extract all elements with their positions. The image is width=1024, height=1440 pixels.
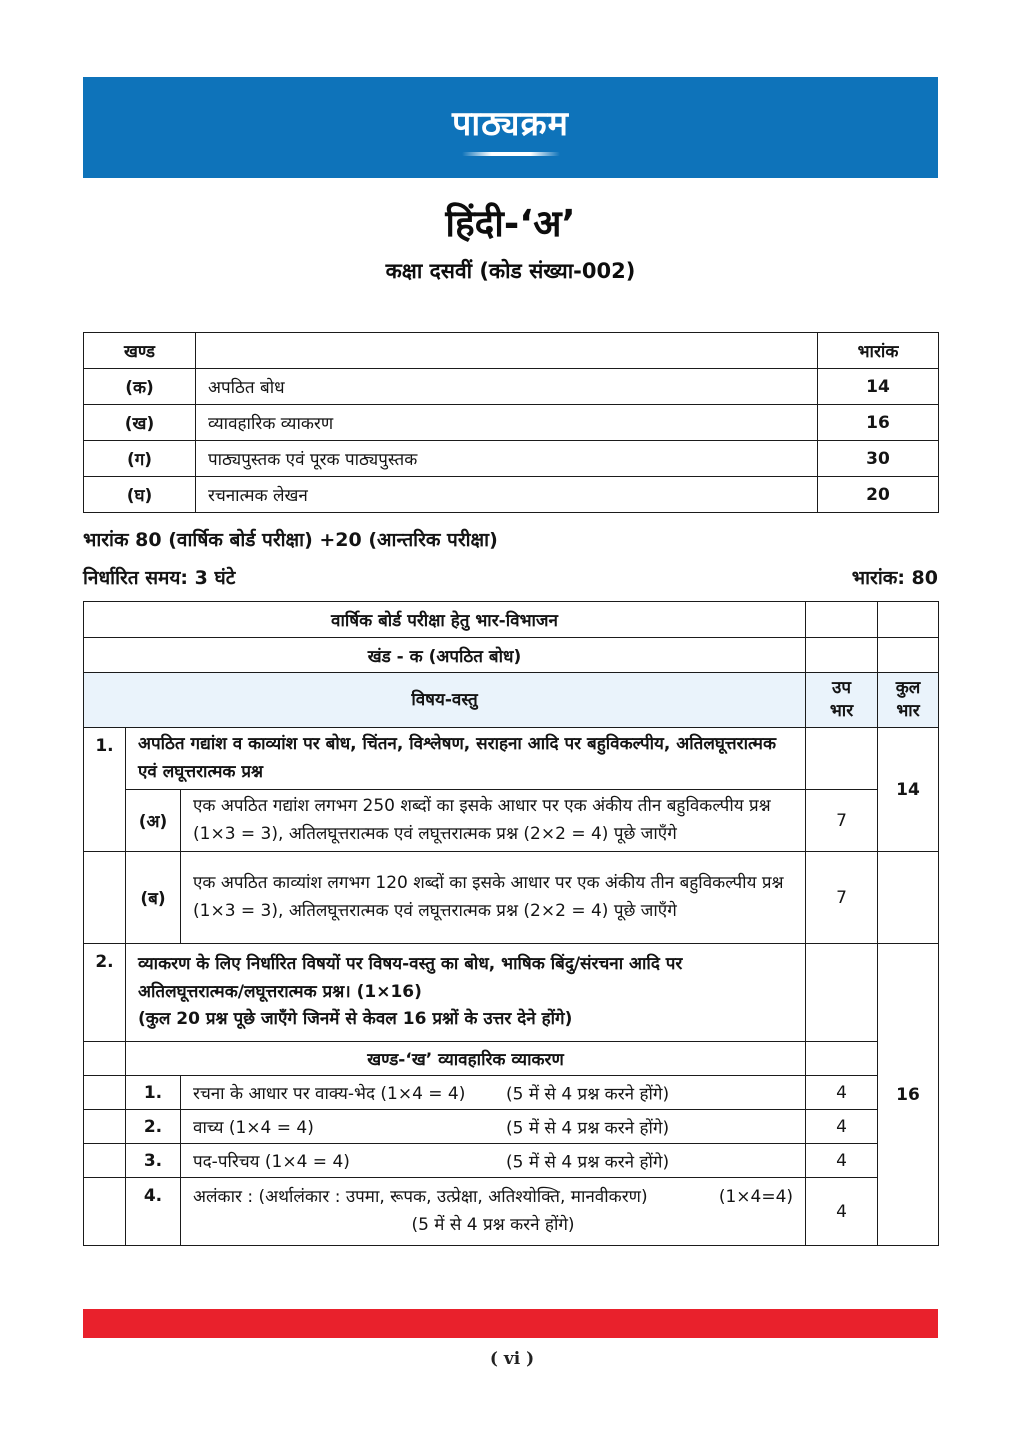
empty-cell bbox=[806, 638, 878, 673]
table-header-row bbox=[84, 333, 939, 369]
table-row bbox=[84, 369, 939, 405]
grammar-item-row bbox=[84, 1110, 939, 1144]
table-row bbox=[84, 477, 939, 513]
row-marks: 14 bbox=[818, 369, 939, 405]
question-1-row bbox=[84, 728, 939, 790]
q2-note: (कुल 20 प्रश्न पूछे जाएँगे जिनमें से केवल 16 प्रश्नों के उत्तर देने होंगे) bbox=[138, 1009, 573, 1030]
grammar-item-row bbox=[84, 1076, 939, 1110]
item-weight: 4 bbox=[806, 1076, 878, 1110]
col-header-khand: खण्ड bbox=[84, 333, 196, 369]
section-b-header: खण्ड-‘ख’ व्यावहारिक व्याकरण bbox=[126, 1042, 806, 1076]
empty-cell bbox=[84, 1178, 126, 1246]
section-a-header: खंड - क (अपठित बोध) bbox=[84, 638, 806, 673]
time-marks-row bbox=[83, 564, 938, 590]
row-serial: (ख) bbox=[84, 405, 196, 441]
item-weight: 4 bbox=[806, 1178, 878, 1246]
item-note: (5 में से 4 प्रश्न करने होंगे) bbox=[506, 1152, 670, 1173]
allotted-time-label: निर्धारित समय: 3 घंटे bbox=[83, 567, 236, 589]
section-weightage-table bbox=[83, 332, 939, 513]
alankar-line bbox=[193, 1184, 793, 1211]
question-1a-row bbox=[84, 790, 939, 852]
section-a-row bbox=[84, 638, 939, 673]
empty-cell bbox=[878, 852, 939, 944]
item-serial: 3. bbox=[126, 1144, 181, 1178]
col-header-bharank: भारांक bbox=[818, 333, 939, 369]
q1b-text: एक अपठित काव्यांश लगभग 120 शब्दों का इसके आधार पर एक अंकीय तीन बहुविकल्पीय प्रश्न (1×3 = 3), अतिलघूत्तरात्मक एवं लघूत्तरात्मक प्रश्न (2×2 = 4) पूछे जाएँगे bbox=[181, 852, 806, 944]
item-formula: (1×4=4) bbox=[718, 1187, 794, 1208]
empty-cell bbox=[84, 1110, 126, 1144]
q2-total-weight: 16 bbox=[878, 944, 939, 1246]
item-note: (5 में से 4 प्रश्न करने होंगे) bbox=[506, 1084, 670, 1105]
division-title: वार्षिक बोर्ड परीक्षा हेतु भार-विभाजन bbox=[84, 602, 806, 638]
col-header-total-weight: कुल भार bbox=[878, 673, 939, 728]
item-serial: 1. bbox=[126, 1076, 181, 1110]
question-2-row bbox=[84, 944, 939, 1042]
row-marks: 30 bbox=[818, 441, 939, 477]
page-number: ( vi ) bbox=[489, 1349, 535, 1369]
footer-red-bar bbox=[83, 1309, 938, 1338]
row-marks: 16 bbox=[818, 405, 939, 441]
table-row bbox=[84, 405, 939, 441]
empty-cell bbox=[878, 638, 939, 673]
page-content bbox=[83, 0, 938, 1246]
q2-serial: 2. bbox=[84, 944, 126, 1042]
table-row bbox=[84, 441, 939, 477]
subject-title: हिंदी-‘अ’ bbox=[445, 202, 576, 245]
total-marks-line: भारांक 80 (वार्षिक बोर्ड परीक्षा) +20 (आन्तरिक परीक्षा) bbox=[83, 529, 498, 551]
col-header-sub-weight: उप भार bbox=[806, 673, 878, 728]
row-description: व्यावहारिक व्याकरण bbox=[196, 405, 818, 441]
col-header-subject: विषय-वस्तु bbox=[84, 673, 806, 728]
empty-cell bbox=[806, 728, 878, 790]
empty-cell bbox=[84, 1076, 126, 1110]
class-code-line: कक्षा दसवीं (कोड संख्या-002) bbox=[385, 259, 636, 283]
q1b-serial: (ब) bbox=[126, 852, 181, 944]
item-topic-cell bbox=[181, 1178, 806, 1246]
q2-text: व्याकरण के लिए निर्धारित विषयों पर विषय-वस्तु का बोध, भाषिक बिंदु/संरचना आदि पर अतिलघूत्तरात्मक/लघूत्तरात्मक प्रश्न। (1×16) bbox=[138, 954, 683, 1002]
empty-cell bbox=[806, 944, 878, 1042]
q2-text-cell bbox=[126, 944, 806, 1042]
item-note: (5 में से 4 प्रश्न करने होंगे) bbox=[411, 1214, 575, 1235]
item-topic-cell bbox=[181, 1110, 806, 1144]
column-header-row bbox=[84, 673, 939, 728]
row-serial: (ग) bbox=[84, 441, 196, 477]
question-1b-row bbox=[84, 852, 939, 944]
q1a-serial: (अ) bbox=[126, 790, 181, 852]
empty-cell bbox=[878, 602, 939, 638]
item-topic: वाच्य (1×4 = 4) bbox=[193, 1118, 314, 1139]
marks-label: भारांक: 80 bbox=[851, 567, 938, 589]
q1-total-weight: 14 bbox=[878, 728, 939, 852]
item-topic-cell bbox=[181, 1076, 806, 1110]
q1a-text: एक अपठित गद्यांश लगभग 250 शब्दों का इसके आधार पर एक अंकीय तीन बहुविकल्पीय प्रश्न (1×3 = 3), अतिलघूत्तरात्मक एवं लघूत्तरात्मक प्रश्न (2×2 = 4) पूछे जाएँगे bbox=[181, 790, 806, 852]
item-serial: 2. bbox=[126, 1110, 181, 1144]
mark-division-table bbox=[83, 601, 939, 1246]
grammar-item-row bbox=[84, 1144, 939, 1178]
banner-divider bbox=[462, 152, 560, 156]
section-b-row bbox=[84, 1042, 939, 1076]
grammar-item-row bbox=[84, 1178, 939, 1246]
row-description: अपठित बोध bbox=[196, 369, 818, 405]
row-description: पाठ्यपुस्तक एवं पूरक पाठ्यपुस्तक bbox=[196, 441, 818, 477]
row-serial: (घ) bbox=[84, 477, 196, 513]
item-weight: 4 bbox=[806, 1110, 878, 1144]
col-header-empty bbox=[196, 333, 818, 369]
empty-cell bbox=[806, 602, 878, 638]
row-serial: (क) bbox=[84, 369, 196, 405]
item-topic: रचना के आधार पर वाक्य-भेद (1×4 = 4) bbox=[193, 1084, 466, 1105]
item-note: (5 में से 4 प्रश्न करने होंगे) bbox=[506, 1118, 670, 1139]
q1-text: अपठित गद्यांश व काव्यांश पर बोध, चिंतन, विश्लेषण, सराहना आदि पर बहुविकल्पीय, अतिलघूत्तरात्मक एवं लघूत्तरात्मक प्रश्न bbox=[126, 728, 806, 790]
syllabus-banner bbox=[83, 77, 938, 178]
empty-cell bbox=[84, 1042, 126, 1076]
item-topic: पद-परिचय (1×4 = 4) bbox=[193, 1152, 350, 1173]
q1b-sub-weight: 7 bbox=[806, 852, 878, 944]
banner-title: पाठ्यक्रम bbox=[452, 104, 569, 144]
q1a-sub-weight: 7 bbox=[806, 790, 878, 852]
item-serial: 4. bbox=[126, 1178, 181, 1246]
division-title-row bbox=[84, 602, 939, 638]
item-topic-cell bbox=[181, 1144, 806, 1178]
row-marks: 20 bbox=[818, 477, 939, 513]
q1-serial: 1. bbox=[84, 728, 126, 852]
row-description: रचनात्मक लेखन bbox=[196, 477, 818, 513]
item-weight: 4 bbox=[806, 1144, 878, 1178]
empty-cell bbox=[806, 1042, 878, 1076]
item-topic: अलंकार : (अर्थालंकार : उपमा, रूपक, उत्प्रेक्षा, अतिश्योक्ति, मानवीकरण) bbox=[193, 1187, 648, 1208]
empty-cell bbox=[84, 1144, 126, 1178]
empty-cell bbox=[84, 852, 126, 944]
